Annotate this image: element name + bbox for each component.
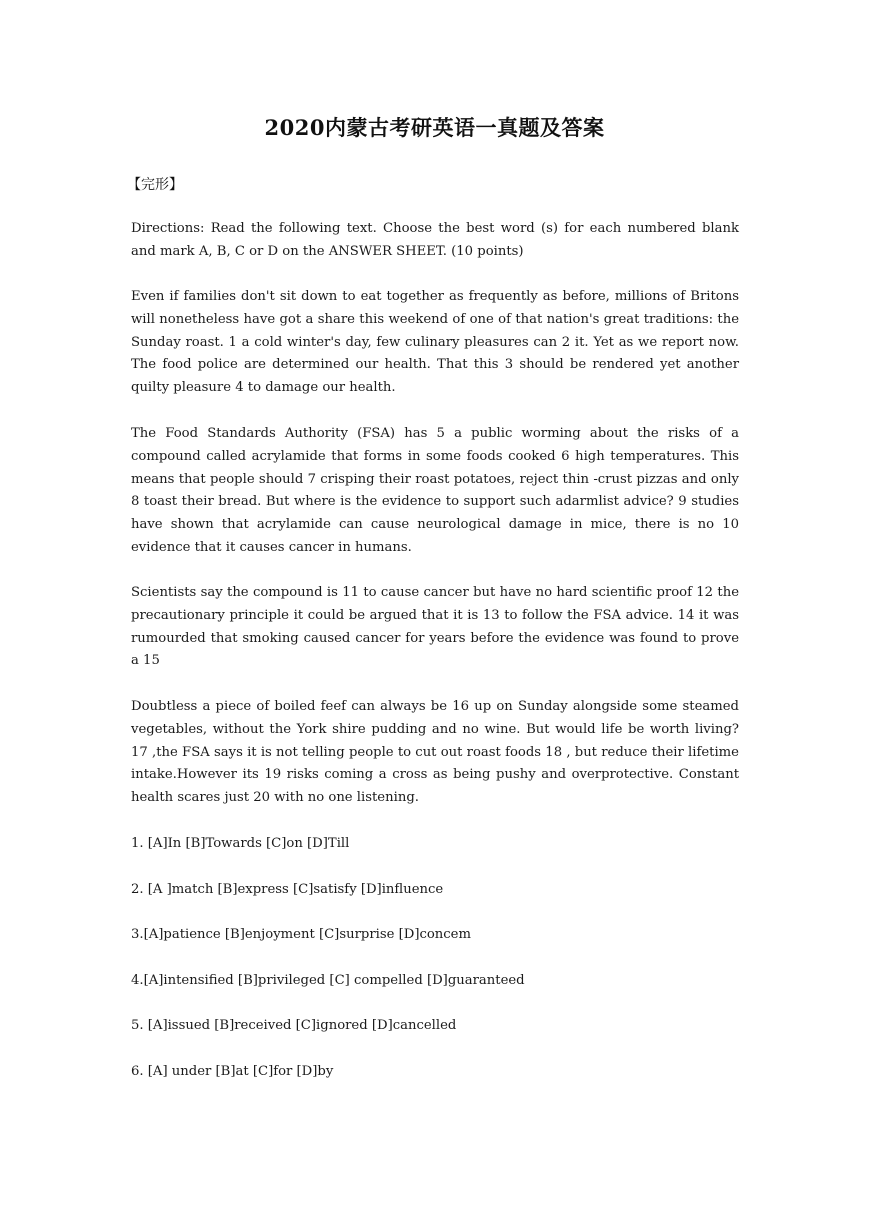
directions-paragraph: Directions: Read the following text. Choose the best word (s) for each numbered blank and mark A, B, C or D on the ANSWER SHEET. (10 points) — [131, 221, 739, 259]
section-label: 【完形】 — [127, 177, 183, 193]
question-option-6: 6. [A] under [B]at [C]for [D]by — [131, 1064, 334, 1079]
page-title: 2020内蒙古考研英语一真题及答案 — [264, 115, 605, 140]
passage-paragraph-2: The Food Standards Authority (FSA) has 5 a public worming about the risks of a compound called acrylamide that forms in some foods cooked 6 high temperatures. This means that people should 7 crisping their roast potatoes, reject thin -crust pizzas and only 8 toast their bread. But where is the evidence to support such adarmlist advice? 9 studies have shown that acrylamide can cause neurological damage in mice, there is no 10 evidence that it causes cancer in humans. — [131, 426, 739, 555]
passage-paragraph-3: Scientists say the compound is 11 to cause cancer but have no hard scientific proof 12 the precautionary principle it could be argued that it is 13 to follow the FSA advice. 14 it was rumourded that smoking caused cancer for years before the evidence was found to prove a 15 — [131, 585, 739, 669]
question-option-2: 2. [A ]match [B]express [C]satisfy [D]influence — [131, 882, 444, 897]
passage-paragraph-1: Even if families don't sit down to eat together as frequently as before, millions of Britons will nonetheless have got a share this weekend of one of that nation's great traditions: the Sunday roast. 1 a cold winter's day, few culinary pleasures can 2 it. Yet as we report now. The food police are determined our health. That this 3 should be rendered yet another quilty pleasure 4 to damage our health. — [131, 289, 739, 396]
question-option-5: 5. [A]issued [B]received [C]ignored [D]cancelled — [131, 1018, 457, 1033]
question-option-4: 4.[A]intensified [B]privileged [C] compelled [D]guaranteed — [131, 973, 525, 988]
question-option-3: 3.[A]patience [B]enjoyment [C]surprise [D]concem — [131, 927, 471, 942]
passage-paragraph-4: Doubtless a piece of boiled feef can always be 16 up on Sunday alongside some steamed vegetables, without the York shire pudding and no wine. But would life be worth living? 17 ,the FSA says it is not telling people to cut out roast foods 18 , but reduce their lifetime intake.However its 19 risks coming a cross as being pushy and overprotective. Constant health scares just 20 with no one listening. — [131, 699, 739, 806]
question-option-1: 1. [A]In [B]Towards [C]on [D]Till — [131, 836, 350, 851]
